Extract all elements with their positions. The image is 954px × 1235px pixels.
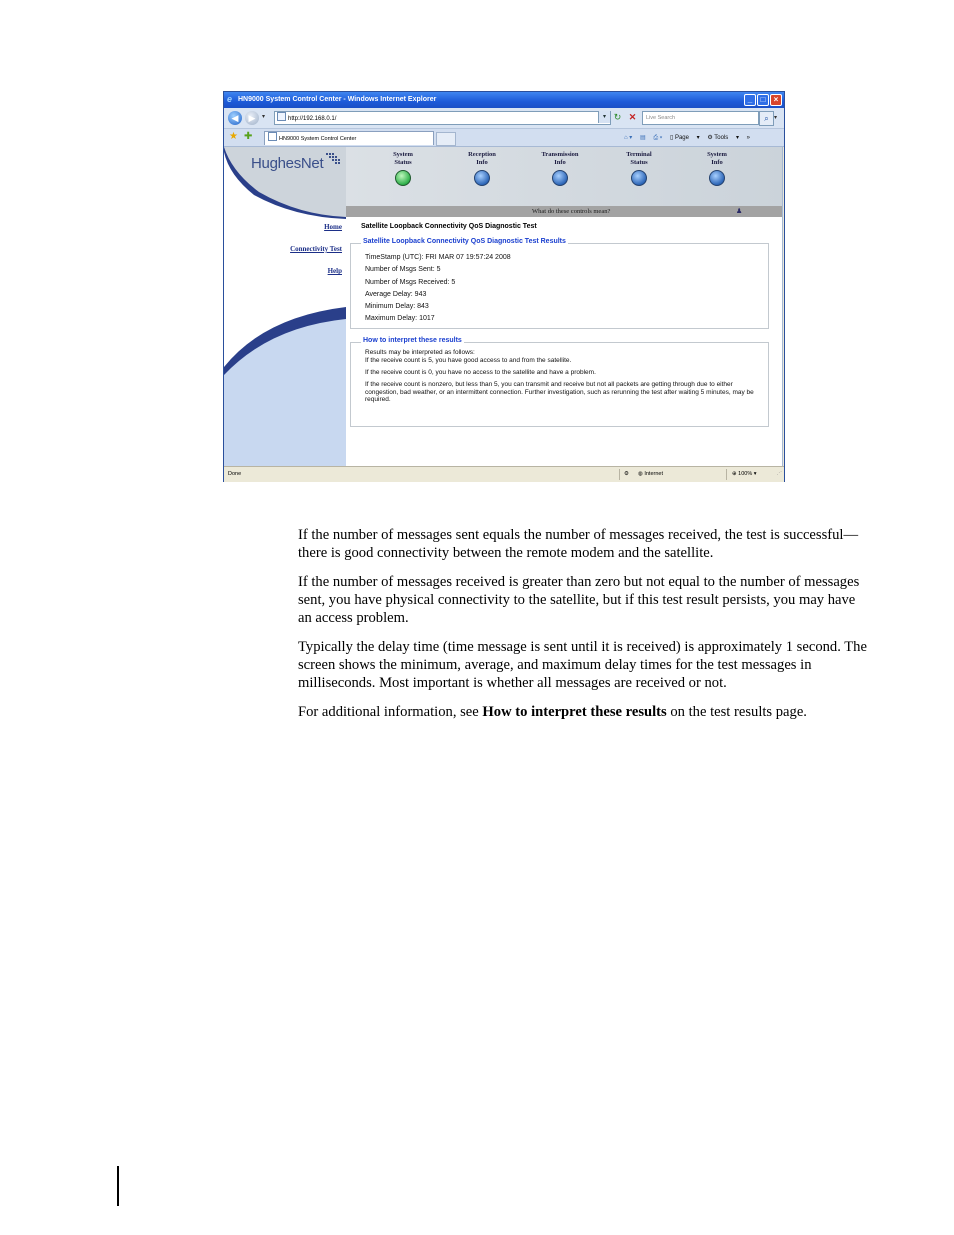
command-bar xyxy=(624,132,756,144)
new-tab-button[interactable] xyxy=(436,132,456,146)
page-menu[interactable]: ▯ Page ▾ xyxy=(670,135,700,141)
forward-button[interactable]: ▶ xyxy=(245,111,259,125)
tab-title: HN9000 System Control Center xyxy=(279,136,357,142)
url-dropdown-icon[interactable]: ▾ xyxy=(598,111,610,123)
page-title: Satellite Loopback Connectivity QoS Diagnostic Test xyxy=(361,223,537,230)
status-zone-label: Internet xyxy=(644,471,663,477)
tab-bar xyxy=(224,129,784,147)
controls-help-link[interactable]: What do these controls mean? xyxy=(532,208,611,215)
minimize-button[interactable]: _ xyxy=(744,94,756,106)
page-icon xyxy=(277,112,286,121)
page-menu-label: Page xyxy=(674,135,689,141)
result-timestamp: TimeStamp (UTC): FRI MAR 07 19:57:24 2008 xyxy=(365,254,511,261)
document-body xyxy=(298,526,868,731)
results-list xyxy=(365,252,511,326)
ie-logo-icon: e xyxy=(227,94,233,104)
url-text: http://192.168.0.1/ xyxy=(288,116,337,122)
status-label-line2: Info xyxy=(476,159,488,166)
nav-link-help[interactable]: Help xyxy=(327,267,342,275)
nav-link-connectivity-test[interactable]: Connectivity Test xyxy=(290,245,342,253)
interpret-partial: If the receive count is nonzero, but less than 5, you can transmit and receive but not all packets are getting through due to either congestion, bad weather, or an intermittent connection. Further investigation, such as rerunning the test after waiting 5 minutes, may be required. xyxy=(365,381,754,403)
status-label-line1: Terminal xyxy=(626,151,652,158)
paragraph-partial: If the number of messages received is greater than zero but not equal to the number of messages sent, you have physical connectivity to the satellite, but if this test result persists, you may have an access problem. xyxy=(298,573,860,627)
maximize-button[interactable]: □ xyxy=(757,94,769,106)
window-title: HN9000 System Control Center - Windows Internet Explorer xyxy=(238,96,437,103)
help-bar xyxy=(346,206,782,217)
zoom-level: 100% xyxy=(738,471,753,477)
nav-link-home[interactable]: Home xyxy=(324,223,342,231)
status-indicator-blue-icon[interactable] xyxy=(709,170,725,186)
tools-menu[interactable]: ⚙ Tools ▾ xyxy=(707,135,739,141)
status-label-line1: Transmission xyxy=(541,151,579,158)
status-indicator-blue-icon[interactable] xyxy=(474,170,490,186)
content-area xyxy=(346,217,782,466)
person-help-icon[interactable]: ♟ xyxy=(736,208,743,215)
additional-pre: For additional information, see xyxy=(298,703,483,720)
status-transmission-info[interactable] xyxy=(530,151,590,186)
home-icon[interactable]: ⌂ ▾ xyxy=(624,135,633,141)
result-msgs-received: Number of Msgs Received: 5 xyxy=(365,278,456,286)
page-viewport xyxy=(224,147,783,466)
window-titlebar xyxy=(224,92,784,108)
additional-post: on the test results page. xyxy=(666,703,807,720)
results-fieldset xyxy=(350,238,769,329)
print-icon[interactable]: ⎙ ▾ xyxy=(653,135,663,141)
result-average-delay: Average Delay: 943 xyxy=(365,290,427,298)
status-done: Done xyxy=(228,471,242,477)
result-msgs-sent: Number of Msgs Sent: 5 xyxy=(365,266,441,274)
paragraph-delay: Typically the delay time (time message is sent until it is received) is approximately 1 second. The screen shows the minimum, average, and maximum delay times for the test messages in milliseconds. Most important is whether all messages are received or not. xyxy=(298,638,867,692)
favorites-star-icon[interactable]: ★ xyxy=(229,131,238,142)
status-system-status[interactable] xyxy=(373,151,433,186)
zoom-control[interactable]: ⊕ 100% ▾ xyxy=(732,471,757,477)
history-dropdown-icon[interactable]: ▾ xyxy=(262,114,266,120)
status-zone: ◍ Internet xyxy=(638,471,663,477)
close-button[interactable]: × xyxy=(770,94,782,106)
feeds-icon[interactable]: ▤ xyxy=(639,135,646,141)
status-separator xyxy=(619,469,620,480)
stop-icon[interactable]: ✕ xyxy=(628,112,637,122)
interpret-none: If the receive count is 0, you have no access to the satellite and have a problem. xyxy=(365,369,596,376)
search-input[interactable]: Live Search xyxy=(642,111,759,125)
tab-page-icon xyxy=(268,132,277,141)
status-separator xyxy=(726,469,727,480)
status-label-line2: Status xyxy=(630,159,648,166)
left-panel xyxy=(224,147,346,466)
paragraph-additional xyxy=(298,703,868,721)
status-label-line1: System xyxy=(707,151,727,158)
additional-bold: How to interpret these results xyxy=(482,703,667,720)
status-label-line2: Info xyxy=(554,159,566,166)
hughesnet-logo: HughesNet xyxy=(251,155,324,172)
status-header xyxy=(346,147,782,206)
results-title: Satellite Loopback Connectivity QoS Diagnostic Test Results xyxy=(363,238,566,245)
result-minimum-delay: Minimum Delay: 843 xyxy=(365,303,429,311)
search-icon[interactable]: ⌕ xyxy=(759,111,774,126)
interpret-list xyxy=(365,349,760,408)
status-indicator-green-icon[interactable] xyxy=(395,170,411,186)
address-bar xyxy=(224,108,784,129)
result-maximum-delay: Maximum Delay: 1017 xyxy=(365,315,435,323)
status-indicator-blue-icon[interactable] xyxy=(552,170,568,186)
interpret-title: How to interpret these results xyxy=(363,337,462,344)
search-dropdown-icon[interactable]: ▾ xyxy=(774,115,778,121)
back-button[interactable]: ◀ xyxy=(228,111,242,125)
status-label-line1: System xyxy=(393,151,413,158)
browser-window xyxy=(223,91,785,482)
add-favorites-icon[interactable]: ✚ xyxy=(244,131,253,142)
interpret-intro: Results may be interpreted as follows: xyxy=(365,349,475,356)
status-system-info[interactable] xyxy=(687,151,747,186)
url-input[interactable] xyxy=(274,111,611,125)
hughesnet-logo-dots-icon xyxy=(326,153,340,165)
resize-grip-icon[interactable]: ⋰ xyxy=(776,471,782,477)
left-swoosh-graphic xyxy=(224,147,346,466)
tools-menu-label: Tools xyxy=(714,135,729,141)
window-controls xyxy=(743,94,782,106)
more-chevron-icon[interactable]: » xyxy=(746,135,750,141)
change-bar xyxy=(117,1166,119,1206)
status-label-line2: Status xyxy=(394,159,412,166)
interpret-good: If the receive count is 5, you have good access to and from the satellite. xyxy=(365,357,572,364)
security-zone-icon[interactable]: ⚙ xyxy=(624,471,629,477)
status-reception-info[interactable] xyxy=(452,151,512,186)
tab-active[interactable] xyxy=(264,131,434,145)
interpret-fieldset xyxy=(350,337,769,427)
status-bar xyxy=(224,466,784,482)
status-indicator-blue-icon[interactable] xyxy=(631,170,647,186)
status-label-line2: Info xyxy=(711,159,723,166)
status-terminal-status[interactable] xyxy=(609,151,669,186)
refresh-icon[interactable]: ↻ xyxy=(613,112,622,122)
status-label-line1: Reception xyxy=(468,151,496,158)
paragraph-success: If the number of messages sent equals the number of messages received, the test is successful—there is good connectivity between the remote modem and the satellite. xyxy=(298,527,859,562)
